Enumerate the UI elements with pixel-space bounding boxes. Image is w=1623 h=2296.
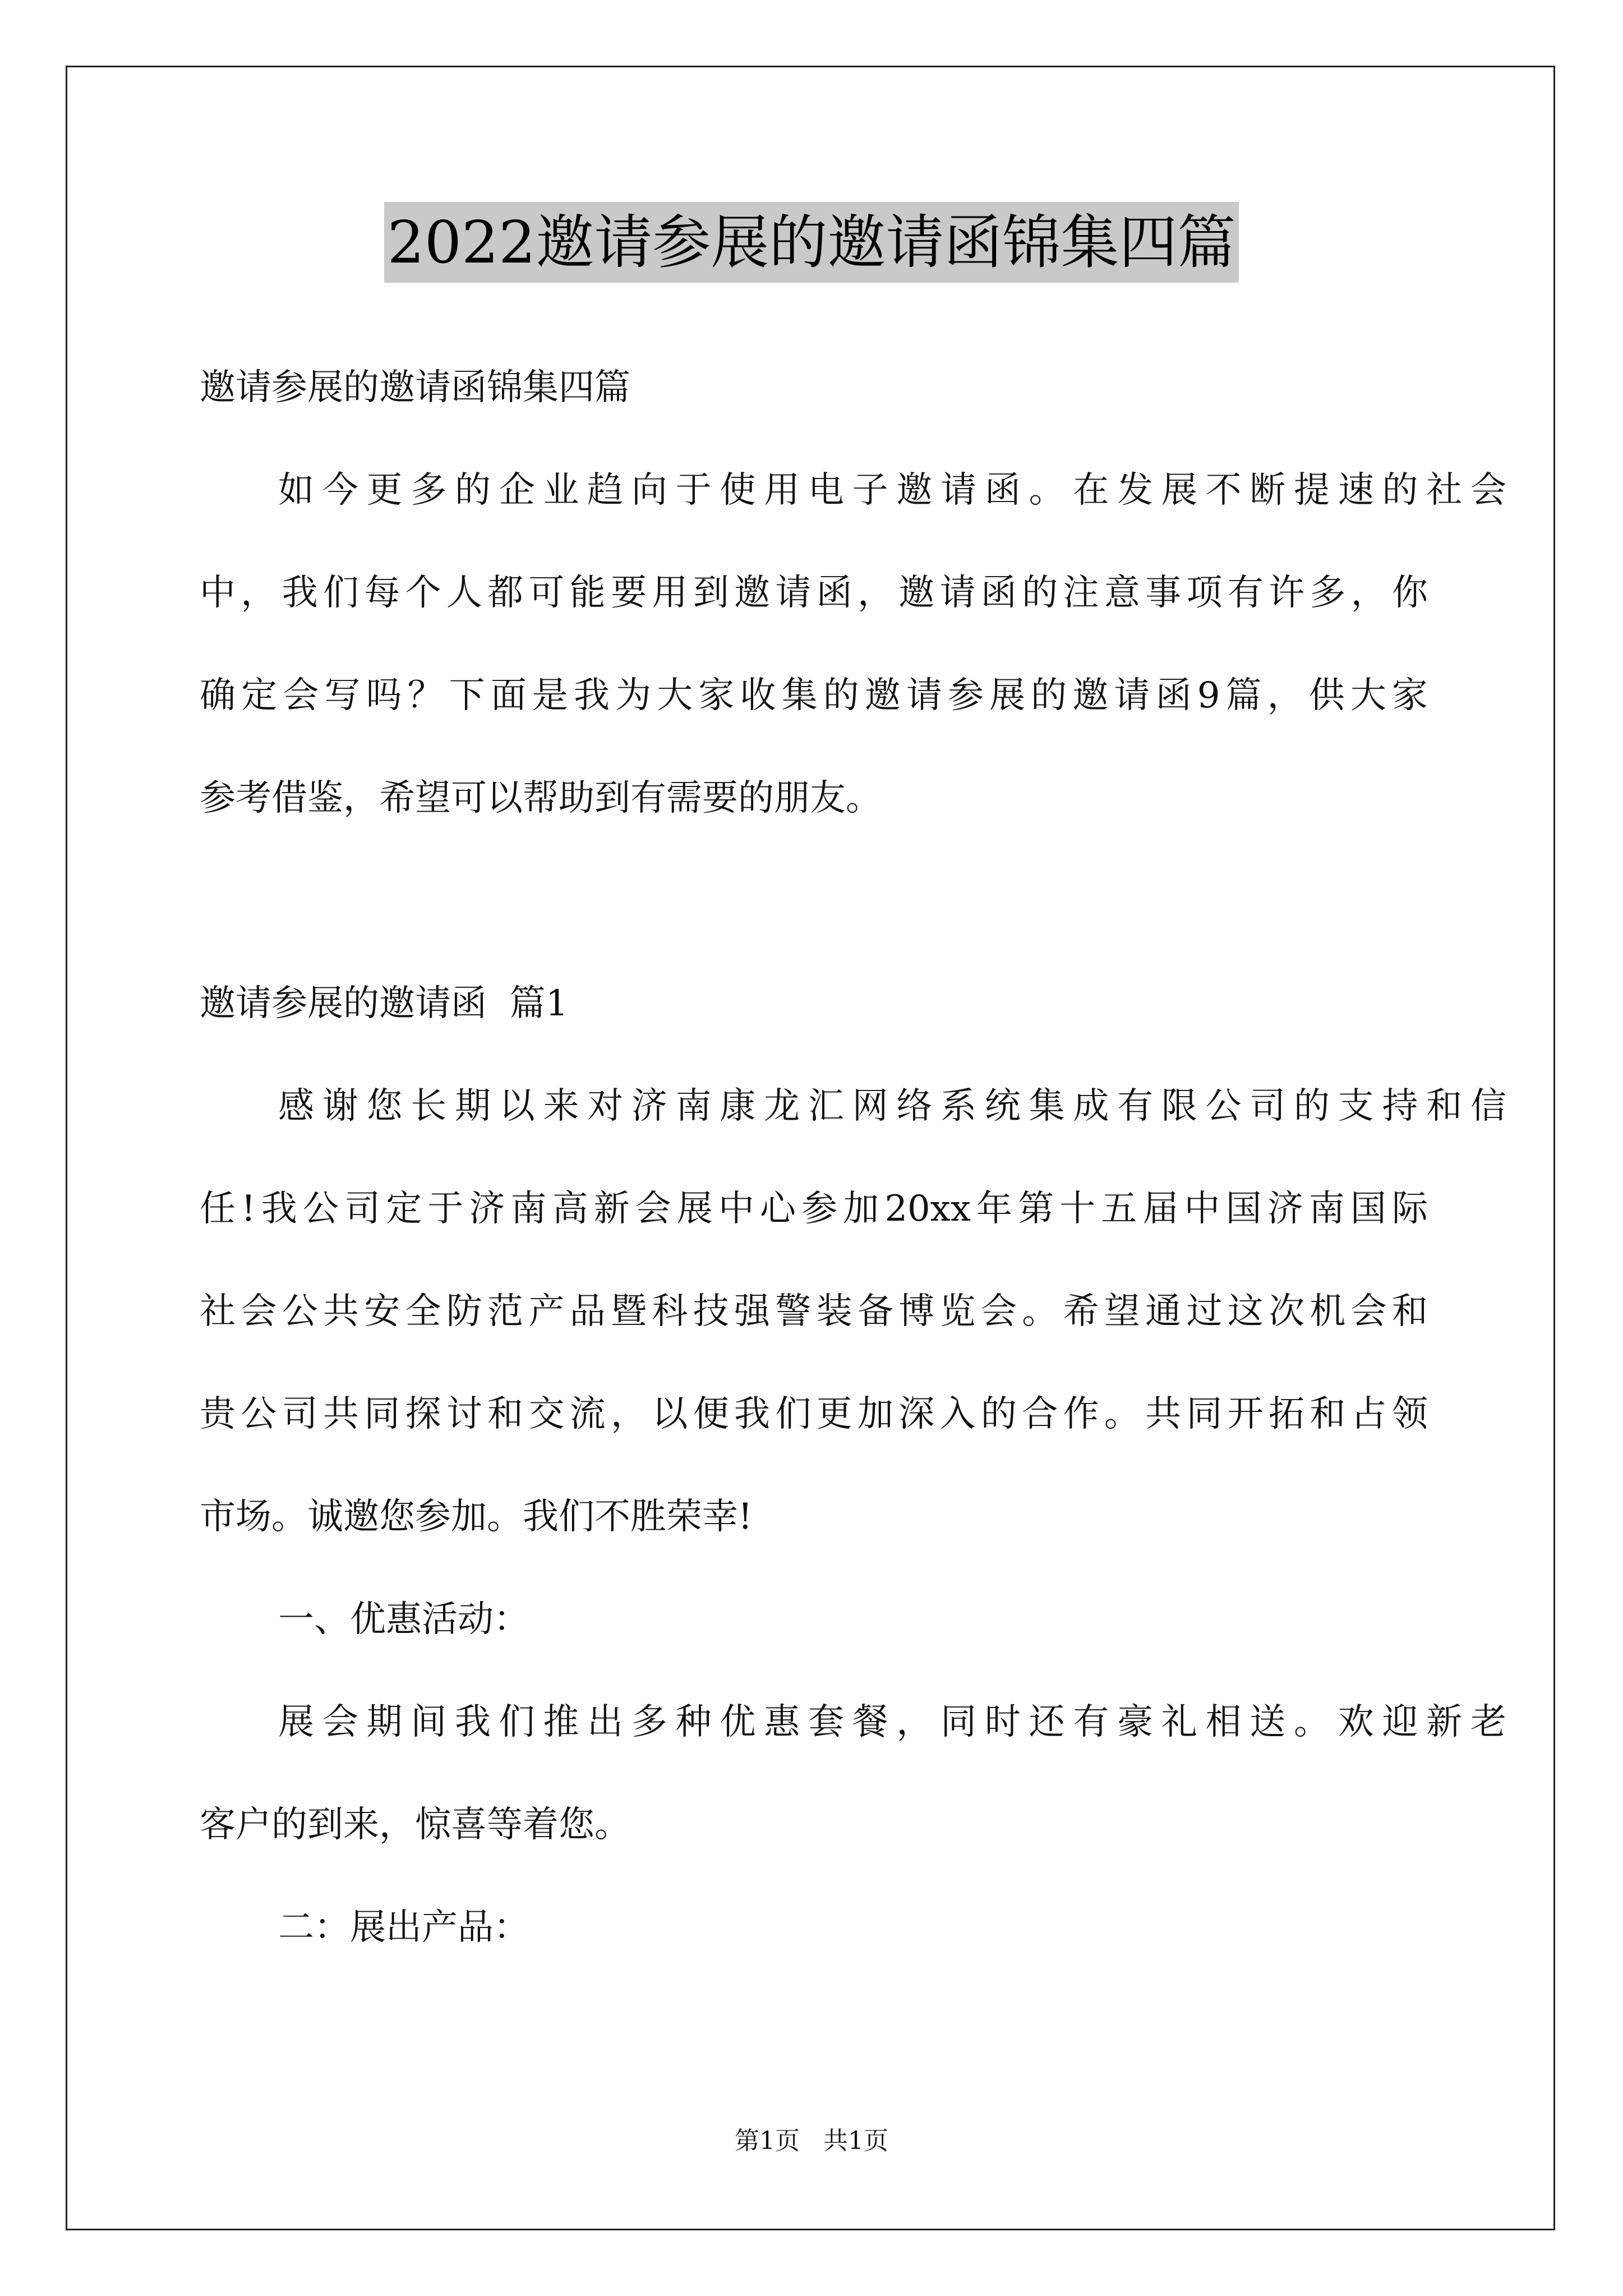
title-container (0, 202, 1623, 283)
document-title: 2022邀请参展的邀请函锦集四篇 (384, 202, 1239, 283)
item-two-heading: 二：展出产品： (278, 1907, 529, 1948)
item-one-line-2: 客户的到来，惊喜等着您。 (200, 1804, 630, 1846)
body-line-1: 感谢您长期以来对济南康龙汇网络系统集成有限公司的支持和信 (278, 1085, 1506, 1127)
spacer (200, 850, 1428, 953)
document-subtitle: 邀请参展的邀请函锦集四篇 (200, 367, 630, 408)
section-heading: 邀请参展的邀请函 篇1 (200, 983, 569, 1024)
intro-line-4: 参考借鉴，希望可以帮助到有需要的朋友。 (200, 777, 882, 819)
body-line-3: 社会公共安全防范产品暨科技强警装备博览会。希望通过这次机会和 (200, 1291, 1428, 1332)
body-line-4: 贵公司共同探讨和交流，以便我们更加深入的合作。共同开拓和占领 (200, 1393, 1428, 1435)
body-line-5: 市场。诚邀您参加。我们不胜荣幸! (200, 1496, 753, 1538)
body-line-2: 任!我公司定于济南高新会展中心参加20xx年第十五届中国济南国际 (200, 1188, 1428, 1230)
intro-line-3: 确定会写吗？下面是我为大家收集的邀请参展的邀请函9篇，供大家 (200, 675, 1428, 716)
document-body (200, 337, 1506, 1979)
item-one-line-1: 展会期间我们推出多种优惠套餐，同时还有豪礼相送。欢迎新老 (278, 1701, 1506, 1743)
item-one-heading: 一、优惠活动： (278, 1599, 529, 1640)
intro-line-2: 中，我们每个人都可能要用到邀请函，邀请函的注意事项有许多，你 (200, 572, 1428, 614)
page-footer: 第1页 共1页 (735, 2127, 888, 2155)
intro-line-1: 如今更多的企业趋向于使用电子邀请函。在发展不断提速的社会 (278, 470, 1506, 511)
